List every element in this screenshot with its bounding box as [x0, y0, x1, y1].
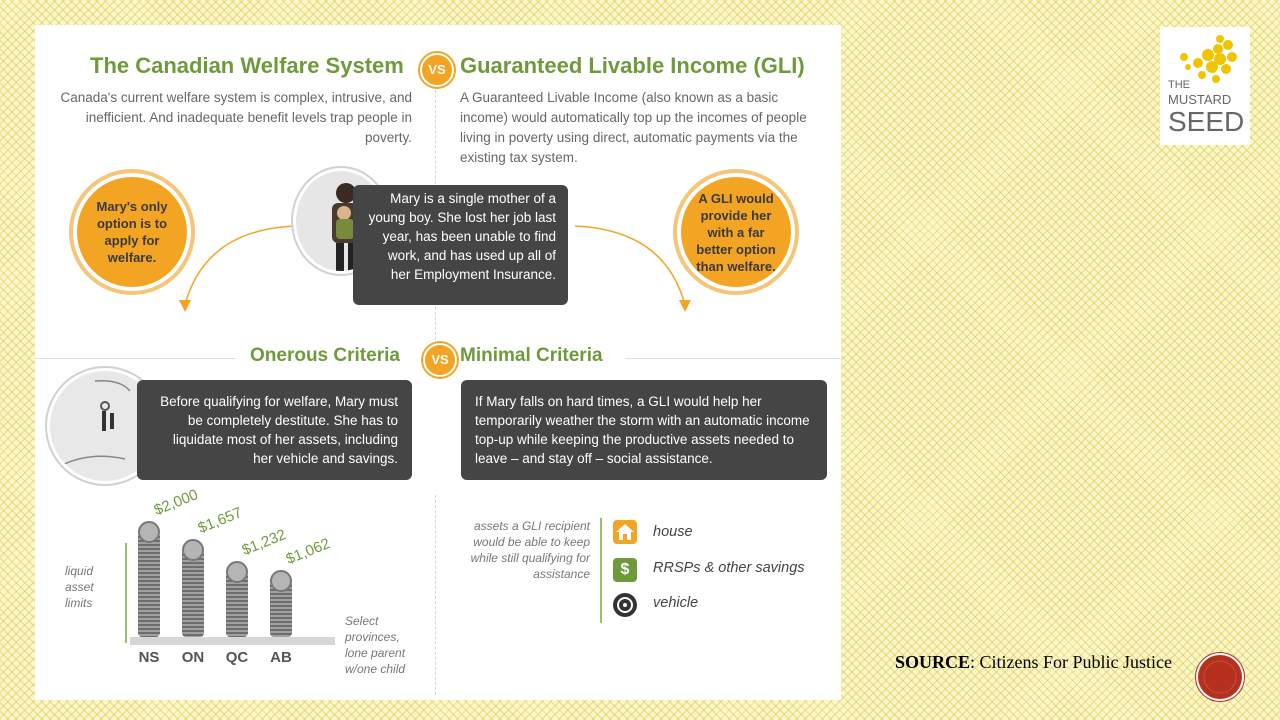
story-box	[353, 185, 568, 305]
left-criteria-box	[137, 380, 412, 480]
source-text: : Citizens For Public Justice	[970, 652, 1173, 672]
left-criteria-text: Before qualifying for welfare, Mary must be completely destitute. She has to liquidate most of her assets, including her vehicle and savings.	[160, 394, 398, 466]
right-intro: A Guaranteed Livable Income (also known as a basic income) would automatically top up the incomes of people living in poverty using direct, automatic payments via the existing tax system.	[460, 90, 807, 165]
assets-note: assets a GLI recipient would be able to keep while still qualifying for assistance	[470, 519, 590, 581]
left-option-text: Mary's only option is to apply for welfare.	[96, 199, 168, 265]
right-criteria-text: If Mary falls on hard times, a GLI would help her temporarily weather the storm with an automatic income top-up while keeping the productive assets needed to leave – and stay off – social assistance.	[475, 394, 810, 466]
infographic-panel	[35, 25, 841, 700]
asset-label-house: house	[653, 524, 693, 540]
section-divider-right	[625, 358, 841, 359]
bar-category-label: NS	[138, 649, 160, 666]
coin-top-icon	[182, 539, 204, 561]
bar-category-label: ON	[181, 649, 205, 666]
bar-value-label: $1,232	[239, 526, 289, 559]
bar-value-label: $1,062	[283, 535, 333, 568]
logo-line-2: MUSTARD	[1168, 92, 1232, 107]
bar-value-label: $2,000	[151, 486, 201, 519]
story-text: Mary is a single mother of a young boy. She lost her job last year, has been unable to find work, and has used up all of her Employment Insurance.	[368, 191, 556, 282]
center-divider-bottom	[435, 495, 436, 695]
chart-y-axis	[125, 543, 127, 643]
logo-line-3: SEED	[1168, 106, 1245, 137]
bar-category-label: QC	[225, 649, 249, 666]
chart-ylabel: liquid asset limits	[65, 564, 94, 610]
vs-badge-middle: VS	[423, 343, 457, 377]
bar-NS	[138, 532, 160, 637]
right-option-text: A GLI would provide her with a far better option than welfare.	[696, 190, 776, 274]
section-divider-left	[35, 358, 235, 359]
bar-chart	[130, 486, 350, 666]
coin-top-icon	[138, 521, 160, 543]
asset-label-vehicle: vehicle	[653, 595, 699, 611]
chart-baseline	[130, 637, 335, 645]
left-title: The Canadian Welfare System	[90, 53, 404, 78]
right-title: Guaranteed Livable Income (GLI)	[460, 53, 805, 78]
left-option-circle	[73, 173, 191, 291]
coin-top-icon	[226, 561, 248, 583]
source-caption	[895, 651, 1195, 673]
bar-value-label: $1,657	[195, 504, 245, 537]
wheel-icon	[613, 593, 637, 617]
right-section-title: Minimal Criteria	[460, 345, 603, 366]
bar-ON	[182, 550, 204, 637]
right-criteria-box	[461, 380, 827, 480]
mustard-seed-logo	[1160, 27, 1250, 145]
bar-category-label: AB	[270, 649, 292, 666]
dollar-icon: $	[613, 558, 637, 582]
button-texture-icon	[1198, 655, 1242, 699]
assets-divider	[600, 518, 602, 623]
coin-top-icon	[270, 570, 292, 592]
asset-label-savings: RRSPs & other savings	[653, 560, 805, 576]
chart-note: Select provinces, lone parent w/one child	[345, 614, 406, 676]
house-icon	[613, 520, 637, 544]
left-section-title: Onerous Criteria	[250, 345, 400, 366]
logo-line-1: THE	[1168, 79, 1190, 91]
source-label: SOURCE	[895, 652, 971, 672]
mustard-seed-mark	[1160, 27, 1250, 87]
vs-badge-top: VS	[420, 53, 454, 87]
next-slide-button[interactable]	[1198, 655, 1242, 699]
left-intro: Canada's current welfare system is complex, intrusive, and inefficient. And inadequate benefit levels trap people in poverty.	[60, 90, 412, 145]
